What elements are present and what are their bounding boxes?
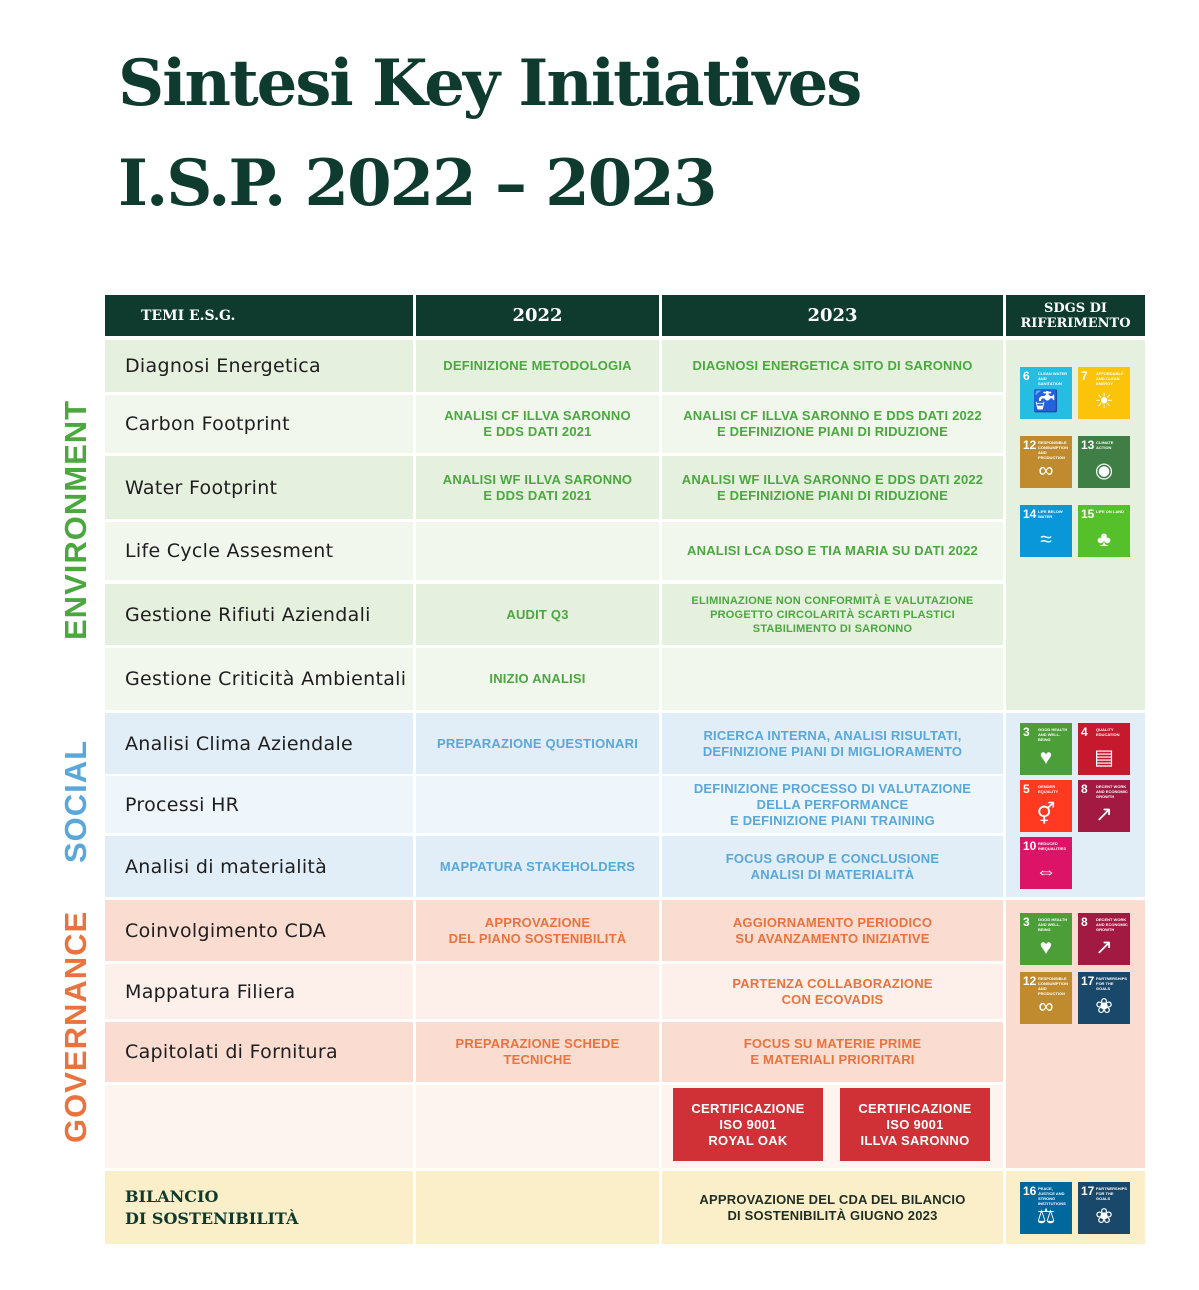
cell-2023: FOCUS GROUP E CONCLUSIONE ANALISI DI MATERIALITÀ [662, 836, 1003, 897]
sdg-17-tile [1078, 972, 1130, 1024]
sdg-caption: AFFORDABLE AND CLEAN ENERGY [1096, 371, 1124, 386]
cell-2022: AUDIT Q3 [416, 584, 659, 645]
sdg-caption: LIFE BELOW WATER [1038, 509, 1063, 519]
cell-2022 [416, 522, 659, 580]
theme-cell: Life Cycle Assesment [105, 522, 413, 580]
growth-chart-icon: ↗ [1095, 803, 1113, 826]
cell-2023: DIAGNOSI ENERGETICA SITO DI SARONNO [662, 340, 1003, 392]
heartbeat-icon: ♥ [1039, 936, 1053, 959]
sdg-number: 14 [1023, 507, 1037, 521]
bilancio-label: BILANCIO DI SOSTENIBILITÀ [105, 1171, 413, 1244]
sdg-number: 8 [1081, 782, 1088, 796]
governance-empty-2022 [416, 1085, 659, 1168]
sdg-4-tile [1078, 723, 1130, 775]
theme-cell: Mappatura Filiera [105, 964, 413, 1019]
cell-2022: PREPARAZIONE QUESTIONARI [416, 713, 659, 774]
gender-icon: ⚥ [1036, 803, 1056, 826]
sdg-caption: PEACE, JUSTICE AND STRONG INSTITUTIONS [1038, 1186, 1066, 1206]
sdg-14-tile [1020, 505, 1072, 557]
theme-cell: Processi HR [105, 776, 413, 833]
cell-2023: ANALISI WF ILLVA SARONNO E DDS DATI 2022 E DEFINIZIONE PIANI DI RIDUZIONE [662, 456, 1003, 519]
certification-royal-oak: CERTIFICAZIONE ISO 9001 ROYAL OAK [673, 1088, 823, 1161]
header-2022-label: 2022 [512, 305, 563, 326]
section-label-governance: GOVERNANCE [58, 910, 93, 1143]
sdg-7-tile [1078, 367, 1130, 419]
sdg-caption: GOOD HEALTH AND WELL-BEING [1038, 917, 1068, 932]
sdg-number: 3 [1023, 725, 1030, 739]
cell-2023: ANALISI LCA DSO E TIA MARIA SU DATI 2022 [662, 522, 1003, 580]
cell-2022: INIZIO ANALISI [416, 648, 659, 710]
theme-cell: Capitolati di Fornitura [105, 1022, 413, 1082]
cell-2023: PARTENZA COLLABORAZIONE CON ECOVADIS [662, 964, 1003, 1019]
section-label-environment: ENVIRONMENT [58, 399, 93, 640]
sdg-number: 6 [1023, 369, 1030, 383]
page-title-line1: Sintesi Key Initiatives [118, 46, 861, 121]
cell-2023: AGGIORNAMENTO PERIODICO SU AVANZAMENTO INIZIATIVE [662, 900, 1003, 961]
sdg-number: 16 [1023, 1184, 1037, 1198]
growth-chart-icon: ↗ [1095, 936, 1113, 959]
sdg-3-tile [1020, 913, 1072, 965]
sdg-caption: CLEAN WATER AND SANITATION [1038, 371, 1068, 386]
page-title-line2: I.S.P. 2022 – 2023 [118, 146, 716, 221]
theme-cell: Water Footprint [105, 456, 413, 519]
header-themes [105, 295, 413, 336]
cell-2022: DEFINIZIONE METODOLOGIA [416, 340, 659, 392]
cell-2023: FOCUS SU MATERIE PRIME E MATERIALI PRIORITARI [662, 1022, 1003, 1082]
cell-2022: ANALISI CF ILLVA SARONNO E DDS DATI 2021 [416, 395, 659, 453]
book-icon: ▤ [1094, 746, 1114, 769]
sdg-8-tile [1078, 913, 1130, 965]
infinity-icon: ∞ [1038, 459, 1054, 482]
cell-2023: ANALISI CF ILLVA SARONNO E DDS DATI 2022 E DEFINIZIONE PIANI DI RIDUZIONE [662, 395, 1003, 453]
sdg-caption: GENDER EQUALITY [1038, 784, 1059, 794]
sdg-5-tile [1020, 780, 1072, 832]
sdg-caption: REDUCED INEQUALITIES [1038, 841, 1067, 851]
sdg-caption: RESPONSIBLE CONSUMPTION AND PRODUCTION [1038, 440, 1068, 460]
theme-cell: Analisi Clima Aziendale [105, 713, 413, 774]
theme-cell: Diagnosi Energetica [105, 340, 413, 392]
cell-2023: DEFINIZIONE PROCESSO DI VALUTAZIONE DELLA PERFORMANCE E DEFINIZIONE PIANI TRAINING [662, 776, 1003, 833]
sdg-caption: QUALITY EDUCATION [1096, 727, 1120, 737]
cell-2022 [416, 964, 659, 1019]
header-sdgs [1006, 295, 1145, 336]
certification-illva-saronno: CERTIFICAZIONE ISO 9001 ILLVA SARONNO [840, 1088, 990, 1161]
flower-icon: ❀ [1095, 1205, 1113, 1228]
sdg-15-tile [1078, 505, 1130, 557]
sdg-caption: DECENT WORK AND ECONOMIC GROWTH [1096, 917, 1128, 932]
sdg-number: 3 [1023, 915, 1030, 929]
sdg-17-tile [1078, 1182, 1130, 1234]
sdg-caption: DECENT WORK AND ECONOMIC GROWTH [1096, 784, 1128, 799]
cell-2022 [416, 776, 659, 833]
cell-2023: ELIMINAZIONE NON CONFORMITÀ E VALUTAZIONE PROGETTO CIRCOLARITÀ SCARTI PLASTICI STABILIMENTO DI SARONNO [662, 584, 1003, 645]
sdg-caption: CLIMATE ACTION [1096, 440, 1114, 450]
sdg-caption: PARTNERSHIPS FOR THE GOALS [1096, 1186, 1128, 1201]
sdg-number: 17 [1081, 1184, 1095, 1198]
cell-2022: MAPPATURA STAKEHOLDERS [416, 836, 659, 897]
equality-icon: ⇔ [1035, 860, 1057, 883]
section-label-social: SOCIAL [58, 739, 93, 863]
water-drop-icon: 🚰 [1032, 390, 1060, 413]
header-2023 [662, 295, 1003, 336]
cell-2022: ANALISI WF ILLVA SARONNO E DDS DATI 2021 [416, 456, 659, 519]
sdg-13-tile [1078, 436, 1130, 488]
tree-icon: ♣ [1097, 528, 1111, 551]
cell-2022: PREPARAZIONE SCHEDE TECNICHE [416, 1022, 659, 1082]
sdg-8-tile [1078, 780, 1130, 832]
sdg-3-tile [1020, 723, 1072, 775]
flower-icon: ❀ [1095, 995, 1113, 1018]
sdg-number: 12 [1023, 438, 1037, 452]
sdg-16-tile [1020, 1182, 1072, 1234]
header-sdgs-line1: SDGS DI [1043, 300, 1108, 316]
header-themes-label: TEMI E.S.G. [141, 307, 236, 324]
header-2022 [416, 295, 659, 336]
bilancio-2023: APPROVAZIONE DEL CDA DEL BILANCIO DI SOSTENIBILITÀ GIUGNO 2023 [662, 1171, 1003, 1244]
sdg-number: 10 [1023, 839, 1037, 853]
sdg-caption: LIFE ON LAND [1096, 509, 1124, 514]
theme-cell: Coinvolgimento CDA [105, 900, 413, 961]
theme-cell: Carbon Footprint [105, 395, 413, 453]
sdg-number: 7 [1081, 369, 1088, 383]
sdg-caption: RESPONSIBLE CONSUMPTION AND PRODUCTION [1038, 976, 1068, 996]
sdg-caption: PARTNERSHIPS FOR THE GOALS [1096, 976, 1128, 991]
theme-cell: Gestione Rifiuti Aziendali [105, 584, 413, 645]
theme-cell: Analisi di materialità [105, 836, 413, 897]
cell-2022: APPROVAZIONE DEL PIANO SOSTENIBILITÀ [416, 900, 659, 961]
sdg-number: 12 [1023, 974, 1037, 988]
bilancio-2022 [416, 1171, 659, 1244]
cell-2023: RICERCA INTERNA, ANALISI RISULTATI, DEFINIZIONE PIANI DI MIGLIORAMENTO [662, 713, 1003, 774]
sdg-12-tile [1020, 436, 1072, 488]
sdg-10-tile [1020, 837, 1072, 889]
sdg-number: 5 [1023, 782, 1030, 796]
sun-icon: ☀ [1094, 390, 1114, 413]
sdg-number: 15 [1081, 507, 1095, 521]
governance-empty-theme [105, 1085, 413, 1168]
cell-2023 [662, 648, 1003, 710]
sdg-number: 13 [1081, 438, 1095, 452]
sdg-number: 8 [1081, 915, 1088, 929]
sdg-caption: GOOD HEALTH AND WELL-BEING [1038, 727, 1068, 742]
dove-icon: ⚖ [1036, 1205, 1056, 1228]
header-2023-label: 2023 [807, 305, 858, 326]
sdg-12-tile [1020, 972, 1072, 1024]
sdg-number: 4 [1081, 725, 1088, 739]
heartbeat-icon: ♥ [1039, 746, 1053, 769]
infinity-icon: ∞ [1038, 995, 1054, 1018]
sdg-6-tile [1020, 367, 1072, 419]
sdg-number: 17 [1081, 974, 1095, 988]
eye-icon: ◉ [1094, 459, 1114, 482]
header-sdgs-line2: RIFERIMENTO [1020, 315, 1131, 331]
fish-icon: ≈ [1040, 528, 1052, 551]
theme-cell: Gestione Criticità Ambientali [105, 648, 413, 710]
